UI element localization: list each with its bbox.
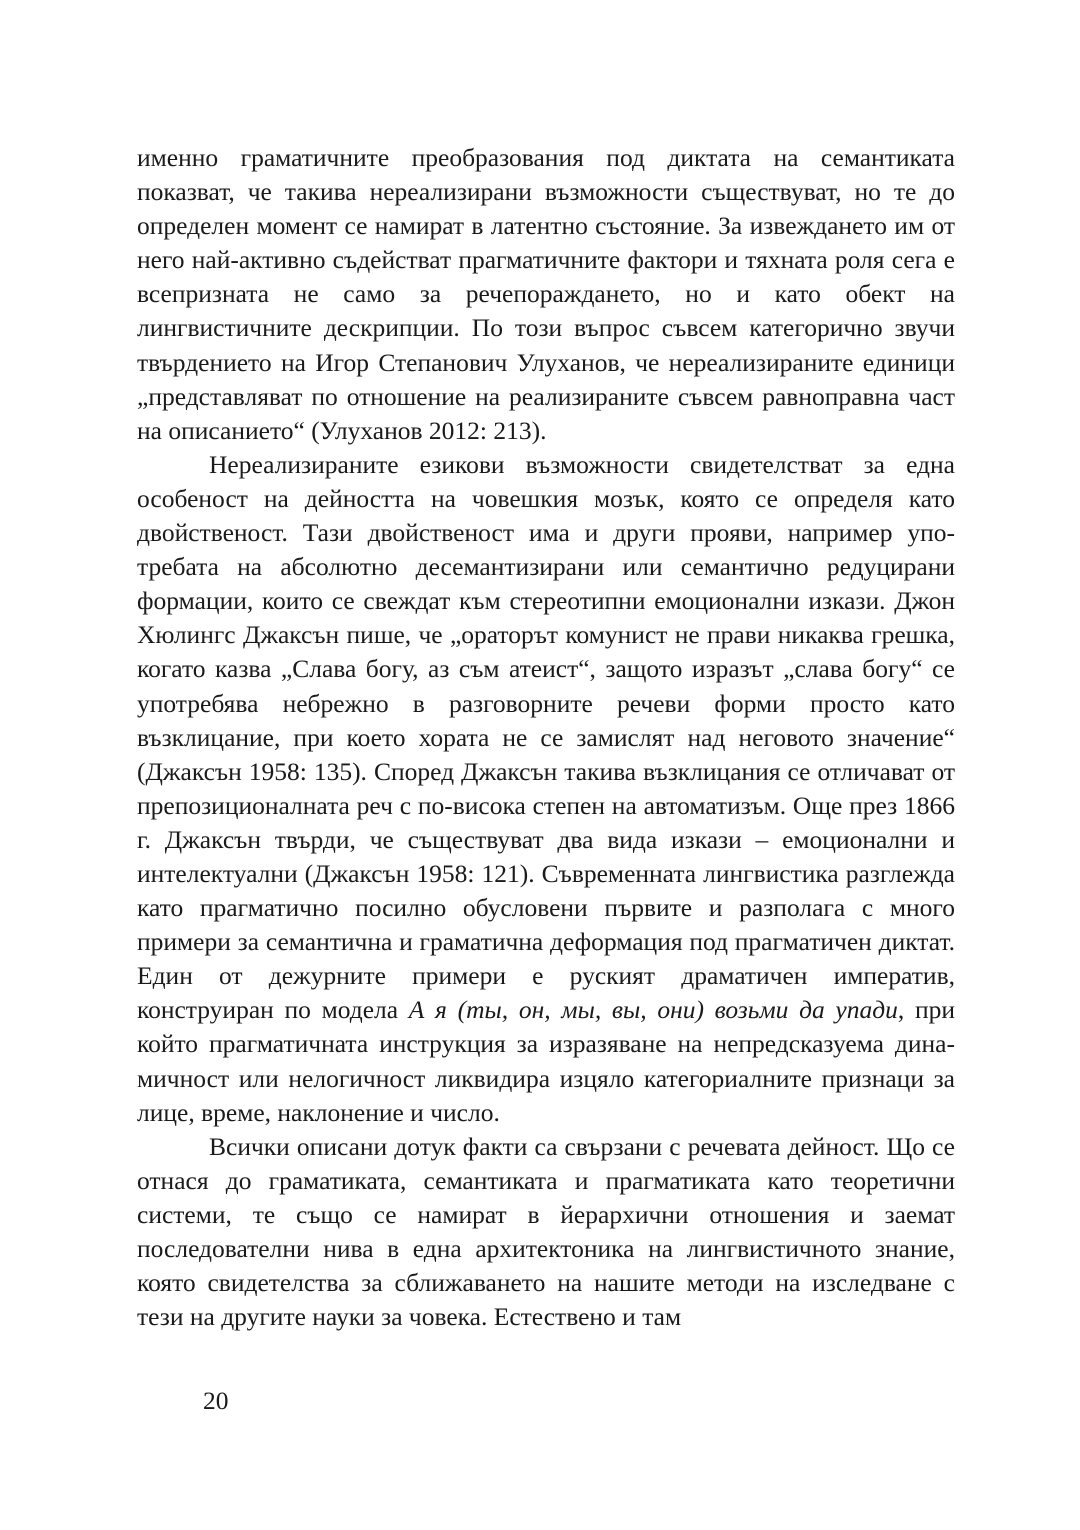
paragraph-2-text-end: , при който прагматичната инструкция за изразяване на непредсказуема динамичност или нелогичност ликвидира изцяло категориалните признаци за лице, време, наклонение и число. bbox=[137, 995, 956, 1127]
paragraph-2 bbox=[137, 448, 955, 1130]
paragraph-3: Всички описани дотук факти са свързани с речевата дейност. Що се отнася до граматиката, семантиката и прагматиката като теоретични системи, те също се намират в йерархични отношения и заемат последователни нива в една архитектоника на лингвистичното знание, която свидетелства за сближаването на нашите методи на изследване с тези на другите науки за човека. Естествено и там bbox=[137, 1131, 955, 1332]
page-number: 20 bbox=[203, 1386, 229, 1415]
page-body bbox=[137, 141, 955, 1334]
paragraph-2-italic-example: А я (ты, он, мы, вы, они) возьми да упади bbox=[408, 995, 898, 1025]
paragraph-1: именно граматичните преобразования под диктата на семантиката показват, че такива нереализирани възможности съществуват, но те до определен момент се намират в латентно състояние. За извеждането им от него най-активно съдействат прагматичните фактори и тяхната роля сега е всепризната не само за речепораждането, но и като обект на лингвистичните дескрипции. По този въпрос съвсем категорично звучи твърдението на Игор Степанович Улуханов, че нереализираните единици „представляват по отношение на реализираните съвсем равноправна част на описанието“ (Улуханов 2012: 213). bbox=[137, 143, 955, 445]
paragraph-2-text-start: Нереализираните езикови възможности свидетелстват за една особеност на дейността на човешкия мозък, която се определя като двойственост. Тази двойственост има и други прояви, например употребата на абсолютно десемантизирани или семантично редуцирани формации, които се свеждат към стереотипни емоционални изкази. Джон Хюлингс Джаксън пише, че „ораторът комунист не прави никаква грешка, когато казва „Слава богу, аз съм атеист“, защото изразът „слава богу“ се употребява небрежно в разговорните речеви форми просто като възклицание, при което хората не се замислят над неговото значение“ (Джаксън 1958: 135). Според Джаксън такива възклицания се отличават от препозиционалната реч с по-висока степен на автоматизъм. Още през 1866 г. Джаксън твърди, че съществуват два вида изкази – емоционални и интелектуални (Джаксън 1958: 121). Съвременната лингвистика разглежда като прагматично посилно обусловени първите и разполага с много примери за семантична и граматична деформация под прагматичен диктат. Един от дежурните примери е руският драматичен императив, конструиран по модела bbox=[137, 449, 955, 1025]
